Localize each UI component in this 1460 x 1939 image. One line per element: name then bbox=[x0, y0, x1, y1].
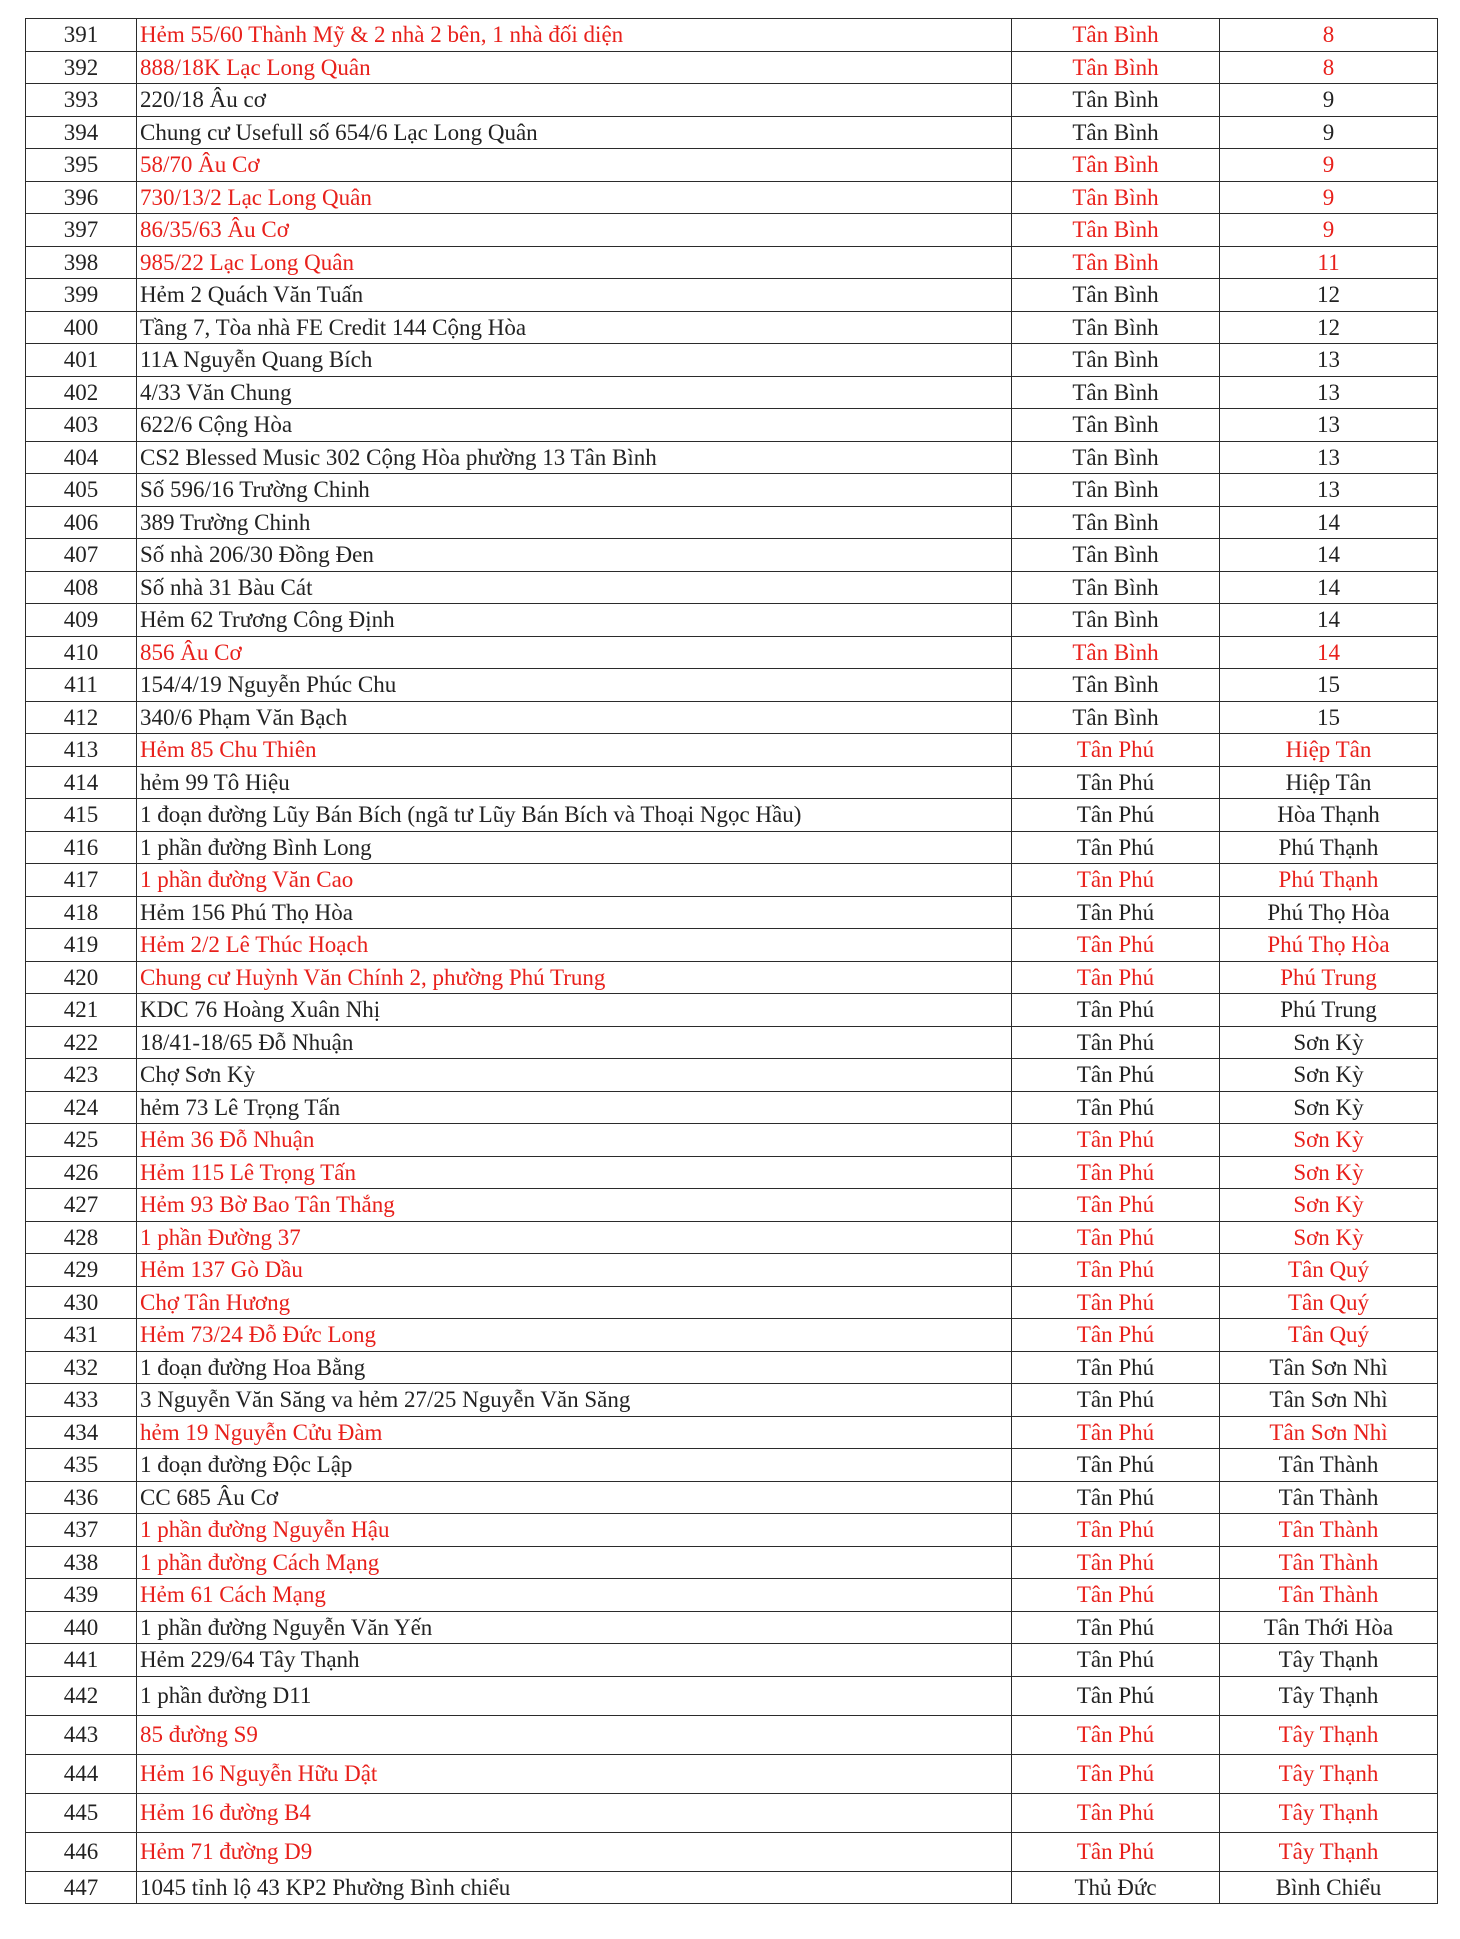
row-number-cell: 401 bbox=[26, 344, 137, 377]
district-cell: Tân Bình bbox=[1012, 214, 1220, 247]
table-row bbox=[26, 1416, 1438, 1449]
ward-cell: Sơn Kỳ bbox=[1220, 1059, 1438, 1092]
table-row bbox=[26, 831, 1438, 864]
row-number-cell: 402 bbox=[26, 376, 137, 409]
row-number-cell: 398 bbox=[26, 246, 137, 279]
address-cell: Hẻm 71 đường D9 bbox=[137, 1832, 1012, 1871]
address-cell: 1 đoạn đường Lũy Bán Bích (ngã tư Lũy Bán Bích và Thoại Ngọc Hầu) bbox=[137, 799, 1012, 832]
district-cell: Tân Bình bbox=[1012, 474, 1220, 507]
table-row bbox=[26, 1091, 1438, 1124]
address-cell: 985/22 Lạc Long Quân bbox=[137, 246, 1012, 279]
district-cell: Tân Phú bbox=[1012, 1579, 1220, 1612]
address-cell: 4/33 Văn Chung bbox=[137, 376, 1012, 409]
district-cell: Tân Phú bbox=[1012, 1286, 1220, 1319]
address-cell: 58/70 Âu Cơ bbox=[137, 149, 1012, 182]
district-cell: Tân Phú bbox=[1012, 1793, 1220, 1832]
row-number-cell: 408 bbox=[26, 571, 137, 604]
table-row bbox=[26, 766, 1438, 799]
table-row bbox=[26, 1579, 1438, 1612]
table-row bbox=[26, 1611, 1438, 1644]
ward-cell: Phú Thọ Hòa bbox=[1220, 896, 1438, 929]
ward-cell: 8 bbox=[1220, 51, 1438, 84]
address-cell: 888/18K Lạc Long Quân bbox=[137, 51, 1012, 84]
ward-cell: Phú Thạnh bbox=[1220, 831, 1438, 864]
district-cell: Tân Phú bbox=[1012, 831, 1220, 864]
district-cell: Tân Bình bbox=[1012, 246, 1220, 279]
row-number-cell: 447 bbox=[26, 1871, 137, 1904]
ward-cell: Tây Thạnh bbox=[1220, 1715, 1438, 1754]
address-cell: Hẻm 55/60 Thành Mỹ & 2 nhà 2 bên, 1 nhà đối diện bbox=[137, 19, 1012, 52]
district-cell: Tân Bình bbox=[1012, 539, 1220, 572]
table-row bbox=[26, 1351, 1438, 1384]
district-cell: Tân Phú bbox=[1012, 1091, 1220, 1124]
table-row bbox=[26, 896, 1438, 929]
table-row bbox=[26, 734, 1438, 767]
row-number-cell: 443 bbox=[26, 1715, 137, 1754]
ward-cell: Tây Thạnh bbox=[1220, 1793, 1438, 1832]
district-cell: Tân Phú bbox=[1012, 896, 1220, 929]
table-row bbox=[26, 1254, 1438, 1287]
address-cell: Số nhà 31 Bàu Cát bbox=[137, 571, 1012, 604]
row-number-cell: 442 bbox=[26, 1676, 137, 1715]
table-row bbox=[26, 376, 1438, 409]
address-cell: 340/6 Phạm Văn Bạch bbox=[137, 701, 1012, 734]
ward-cell: Hiệp Tân bbox=[1220, 766, 1438, 799]
district-cell: Tân Phú bbox=[1012, 1026, 1220, 1059]
table-row bbox=[26, 311, 1438, 344]
district-cell: Tân Bình bbox=[1012, 409, 1220, 442]
ward-cell: Sơn Kỳ bbox=[1220, 1124, 1438, 1157]
row-number-cell: 441 bbox=[26, 1644, 137, 1677]
district-cell: Tân Bình bbox=[1012, 84, 1220, 117]
address-cell: 1 phần đường Nguyễn Văn Yến bbox=[137, 1611, 1012, 1644]
address-cell: hẻm 73 Lê Trọng Tấn bbox=[137, 1091, 1012, 1124]
address-cell: 622/6 Cộng Hòa bbox=[137, 409, 1012, 442]
ward-cell: Phú Trung bbox=[1220, 994, 1438, 1027]
address-cell: Hẻm 229/64 Tây Thạnh bbox=[137, 1644, 1012, 1677]
row-number-cell: 423 bbox=[26, 1059, 137, 1092]
row-number-cell: 411 bbox=[26, 669, 137, 702]
row-number-cell: 427 bbox=[26, 1189, 137, 1222]
table-row bbox=[26, 636, 1438, 669]
table-row bbox=[26, 214, 1438, 247]
ward-cell: Tây Thạnh bbox=[1220, 1754, 1438, 1793]
row-number-cell: 409 bbox=[26, 604, 137, 637]
table-row bbox=[26, 1514, 1438, 1547]
table-row bbox=[26, 51, 1438, 84]
table-row bbox=[26, 604, 1438, 637]
table-row bbox=[26, 279, 1438, 312]
district-cell: Tân Bình bbox=[1012, 506, 1220, 539]
district-cell: Tân Bình bbox=[1012, 344, 1220, 377]
district-cell: Tân Phú bbox=[1012, 1481, 1220, 1514]
row-number-cell: 404 bbox=[26, 441, 137, 474]
table-row bbox=[26, 539, 1438, 572]
ward-cell: 8 bbox=[1220, 19, 1438, 52]
row-number-cell: 428 bbox=[26, 1221, 137, 1254]
row-number-cell: 431 bbox=[26, 1319, 137, 1352]
address-cell: Chợ Tân Hương bbox=[137, 1286, 1012, 1319]
table-row bbox=[26, 929, 1438, 962]
district-cell: Tân Phú bbox=[1012, 994, 1220, 1027]
table-row bbox=[26, 149, 1438, 182]
address-cell: 1 phần đường Văn Cao bbox=[137, 864, 1012, 897]
ward-cell: Tân Quý bbox=[1220, 1254, 1438, 1287]
ward-cell: Tân Sơn Nhì bbox=[1220, 1351, 1438, 1384]
table-row bbox=[26, 1871, 1438, 1904]
ward-cell: Tây Thạnh bbox=[1220, 1832, 1438, 1871]
row-number-cell: 414 bbox=[26, 766, 137, 799]
district-cell: Tân Phú bbox=[1012, 1676, 1220, 1715]
row-number-cell: 433 bbox=[26, 1384, 137, 1417]
address-cell: Chợ Sơn Kỳ bbox=[137, 1059, 1012, 1092]
row-number-cell: 400 bbox=[26, 311, 137, 344]
table-row bbox=[26, 701, 1438, 734]
row-number-cell: 440 bbox=[26, 1611, 137, 1644]
address-cell: Hẻm 93 Bờ Bao Tân Thắng bbox=[137, 1189, 1012, 1222]
table-row bbox=[26, 1189, 1438, 1222]
district-cell: Tân Phú bbox=[1012, 1189, 1220, 1222]
row-number-cell: 396 bbox=[26, 181, 137, 214]
address-cell: 1045 tỉnh lộ 43 KP2 Phường Bình chiểu bbox=[137, 1871, 1012, 1904]
address-cell: KDC 76 Hoàng Xuân Nhị bbox=[137, 994, 1012, 1027]
address-cell: Hẻm 137 Gò Dầu bbox=[137, 1254, 1012, 1287]
address-cell: 18/41-18/65 Đỗ Nhuận bbox=[137, 1026, 1012, 1059]
row-number-cell: 407 bbox=[26, 539, 137, 572]
district-cell: Tân Phú bbox=[1012, 1384, 1220, 1417]
ward-cell: 11 bbox=[1220, 246, 1438, 279]
table-row bbox=[26, 409, 1438, 442]
row-number-cell: 420 bbox=[26, 961, 137, 994]
district-cell: Tân Phú bbox=[1012, 864, 1220, 897]
row-number-cell: 446 bbox=[26, 1832, 137, 1871]
district-cell: Tân Bình bbox=[1012, 441, 1220, 474]
row-number-cell: 432 bbox=[26, 1351, 137, 1384]
row-number-cell: 426 bbox=[26, 1156, 137, 1189]
district-cell: Tân Phú bbox=[1012, 1221, 1220, 1254]
ward-cell: Sơn Kỳ bbox=[1220, 1221, 1438, 1254]
ward-cell: 12 bbox=[1220, 311, 1438, 344]
ward-cell: 13 bbox=[1220, 441, 1438, 474]
table-row bbox=[26, 669, 1438, 702]
district-cell: Tân Bình bbox=[1012, 571, 1220, 604]
row-number-cell: 405 bbox=[26, 474, 137, 507]
row-number-cell: 391 bbox=[26, 19, 137, 52]
table-row bbox=[26, 1124, 1438, 1157]
address-cell: 1 phần đường Nguyễn Hậu bbox=[137, 1514, 1012, 1547]
address-cell: 1 phần Đường 37 bbox=[137, 1221, 1012, 1254]
district-cell: Tân Bình bbox=[1012, 604, 1220, 637]
ward-cell: Hiệp Tân bbox=[1220, 734, 1438, 767]
district-cell: Tân Bình bbox=[1012, 181, 1220, 214]
ward-cell: Phú Thạnh bbox=[1220, 864, 1438, 897]
row-number-cell: 425 bbox=[26, 1124, 137, 1157]
district-cell: Tân Bình bbox=[1012, 701, 1220, 734]
ward-cell: Tân Thành bbox=[1220, 1449, 1438, 1482]
table-row bbox=[26, 1481, 1438, 1514]
table-row bbox=[26, 571, 1438, 604]
address-cell: Hẻm 61 Cách Mạng bbox=[137, 1579, 1012, 1612]
ward-cell: 9 bbox=[1220, 214, 1438, 247]
row-number-cell: 397 bbox=[26, 214, 137, 247]
address-cell: 1 đoạn đường Hoa Bằng bbox=[137, 1351, 1012, 1384]
table-row bbox=[26, 1059, 1438, 1092]
row-number-cell: 445 bbox=[26, 1793, 137, 1832]
district-cell: Tân Bình bbox=[1012, 51, 1220, 84]
address-cell: Hẻm 16 đường B4 bbox=[137, 1793, 1012, 1832]
table-row bbox=[26, 1156, 1438, 1189]
ward-cell: Tân Thành bbox=[1220, 1514, 1438, 1547]
ward-cell: Tây Thạnh bbox=[1220, 1676, 1438, 1715]
row-number-cell: 406 bbox=[26, 506, 137, 539]
table-row bbox=[26, 799, 1438, 832]
ward-cell: 14 bbox=[1220, 571, 1438, 604]
row-number-cell: 395 bbox=[26, 149, 137, 182]
address-cell: 1 phần đường D11 bbox=[137, 1676, 1012, 1715]
ward-cell: Tân Quý bbox=[1220, 1286, 1438, 1319]
row-number-cell: 421 bbox=[26, 994, 137, 1027]
ward-cell: 14 bbox=[1220, 636, 1438, 669]
ward-cell: 13 bbox=[1220, 344, 1438, 377]
ward-cell: 14 bbox=[1220, 506, 1438, 539]
row-number-cell: 403 bbox=[26, 409, 137, 442]
address-cell: Hẻm 73/24 Đỗ Đức Long bbox=[137, 1319, 1012, 1352]
address-cell: Chung cư Huỳnh Văn Chính 2, phường Phú Trung bbox=[137, 961, 1012, 994]
row-number-cell: 430 bbox=[26, 1286, 137, 1319]
row-number-cell: 393 bbox=[26, 84, 137, 117]
table-row bbox=[26, 1715, 1438, 1754]
district-cell: Tân Phú bbox=[1012, 799, 1220, 832]
district-cell: Tân Phú bbox=[1012, 929, 1220, 962]
table-row bbox=[26, 506, 1438, 539]
row-number-cell: 437 bbox=[26, 1514, 137, 1547]
ward-cell: 13 bbox=[1220, 474, 1438, 507]
address-cell: 1 phần đường Cách Mạng bbox=[137, 1546, 1012, 1579]
ward-cell: 13 bbox=[1220, 409, 1438, 442]
table-row bbox=[26, 1449, 1438, 1482]
row-number-cell: 413 bbox=[26, 734, 137, 767]
district-cell: Tân Bình bbox=[1012, 19, 1220, 52]
ward-cell: Tây Thạnh bbox=[1220, 1644, 1438, 1677]
district-cell: Tân Bình bbox=[1012, 149, 1220, 182]
district-cell: Tân Phú bbox=[1012, 1754, 1220, 1793]
ward-cell: 9 bbox=[1220, 116, 1438, 149]
table-row bbox=[26, 1026, 1438, 1059]
table-row bbox=[26, 1221, 1438, 1254]
ward-cell: Tân Thới Hòa bbox=[1220, 1611, 1438, 1644]
table-row bbox=[26, 1832, 1438, 1871]
row-number-cell: 436 bbox=[26, 1481, 137, 1514]
district-cell: Tân Phú bbox=[1012, 766, 1220, 799]
district-cell: Tân Bình bbox=[1012, 376, 1220, 409]
ward-cell: Sơn Kỳ bbox=[1220, 1189, 1438, 1222]
table-row bbox=[26, 1546, 1438, 1579]
ward-cell: Sơn Kỳ bbox=[1220, 1026, 1438, 1059]
ward-cell: Sơn Kỳ bbox=[1220, 1091, 1438, 1124]
address-cell: Hẻm 62 Trương Công Định bbox=[137, 604, 1012, 637]
ward-cell: Sơn Kỳ bbox=[1220, 1156, 1438, 1189]
ward-cell: 14 bbox=[1220, 539, 1438, 572]
district-cell: Tân Phú bbox=[1012, 1254, 1220, 1287]
ward-cell: 9 bbox=[1220, 149, 1438, 182]
table-row bbox=[26, 1676, 1438, 1715]
ward-cell: Tân Quý bbox=[1220, 1319, 1438, 1352]
district-cell: Tân Phú bbox=[1012, 1351, 1220, 1384]
table-row bbox=[26, 441, 1438, 474]
ward-cell: 9 bbox=[1220, 84, 1438, 117]
ward-cell: 9 bbox=[1220, 181, 1438, 214]
table-row bbox=[26, 1286, 1438, 1319]
district-cell: Tân Bình bbox=[1012, 279, 1220, 312]
row-number-cell: 418 bbox=[26, 896, 137, 929]
table-row bbox=[26, 84, 1438, 117]
district-cell: Tân Bình bbox=[1012, 311, 1220, 344]
row-number-cell: 419 bbox=[26, 929, 137, 962]
address-cell: 1 đoạn đường Độc Lập bbox=[137, 1449, 1012, 1482]
row-number-cell: 392 bbox=[26, 51, 137, 84]
row-number-cell: 410 bbox=[26, 636, 137, 669]
table-row bbox=[26, 961, 1438, 994]
ward-cell: 12 bbox=[1220, 279, 1438, 312]
address-cell: 85 đường S9 bbox=[137, 1715, 1012, 1754]
district-cell: Tân Phú bbox=[1012, 1319, 1220, 1352]
ward-cell: Phú Trung bbox=[1220, 961, 1438, 994]
table-row bbox=[26, 181, 1438, 214]
address-cell: 1 phần đường Bình Long bbox=[137, 831, 1012, 864]
row-number-cell: 422 bbox=[26, 1026, 137, 1059]
table-row bbox=[26, 474, 1438, 507]
table-row bbox=[26, 1754, 1438, 1793]
district-cell: Thủ Đức bbox=[1012, 1871, 1220, 1904]
ward-cell: Tân Sơn Nhì bbox=[1220, 1384, 1438, 1417]
district-cell: Tân Phú bbox=[1012, 1644, 1220, 1677]
address-cell: Chung cư Usefull số 654/6 Lạc Long Quân bbox=[137, 116, 1012, 149]
address-cell: Hẻm 156 Phú Thọ Hòa bbox=[137, 896, 1012, 929]
row-number-cell: 416 bbox=[26, 831, 137, 864]
district-cell: Tân Phú bbox=[1012, 961, 1220, 994]
address-cell: 11A Nguyễn Quang Bích bbox=[137, 344, 1012, 377]
address-cell: Hẻm 36 Đỗ Nhuận bbox=[137, 1124, 1012, 1157]
address-cell: Hẻm 115 Lê Trọng Tấn bbox=[137, 1156, 1012, 1189]
row-number-cell: 444 bbox=[26, 1754, 137, 1793]
ward-cell: Tân Thành bbox=[1220, 1579, 1438, 1612]
address-cell: Hẻm 2/2 Lê Thúc Hoạch bbox=[137, 929, 1012, 962]
district-cell: Tân Phú bbox=[1012, 1832, 1220, 1871]
table-row bbox=[26, 1644, 1438, 1677]
row-number-cell: 438 bbox=[26, 1546, 137, 1579]
ward-cell: 15 bbox=[1220, 701, 1438, 734]
district-cell: Tân Bình bbox=[1012, 636, 1220, 669]
district-cell: Tân Phú bbox=[1012, 1449, 1220, 1482]
district-cell: Tân Phú bbox=[1012, 1611, 1220, 1644]
ward-cell: 14 bbox=[1220, 604, 1438, 637]
ward-cell: Phú Thọ Hòa bbox=[1220, 929, 1438, 962]
table-row bbox=[26, 864, 1438, 897]
row-number-cell: 424 bbox=[26, 1091, 137, 1124]
address-cell: 86/35/63 Âu Cơ bbox=[137, 214, 1012, 247]
address-cell: Số 596/16 Trường Chinh bbox=[137, 474, 1012, 507]
ward-cell: Tân Thành bbox=[1220, 1546, 1438, 1579]
row-number-cell: 435 bbox=[26, 1449, 137, 1482]
ward-cell: Bình Chiểu bbox=[1220, 1871, 1438, 1904]
ward-cell: Tân Thành bbox=[1220, 1481, 1438, 1514]
district-cell: Tân Bình bbox=[1012, 669, 1220, 702]
address-cell: hẻm 19 Nguyễn Cửu Đàm bbox=[137, 1416, 1012, 1449]
address-table bbox=[25, 18, 1438, 1904]
address-cell: 154/4/19 Nguyễn Phúc Chu bbox=[137, 669, 1012, 702]
table-row bbox=[26, 116, 1438, 149]
table-row bbox=[26, 246, 1438, 279]
address-cell: Hẻm 85 Chu Thiên bbox=[137, 734, 1012, 767]
district-cell: Tân Phú bbox=[1012, 1059, 1220, 1092]
address-cell: Hẻm 16 Nguyễn Hữu Dật bbox=[137, 1754, 1012, 1793]
district-cell: Tân Phú bbox=[1012, 1715, 1220, 1754]
ward-cell: 15 bbox=[1220, 669, 1438, 702]
district-cell: Tân Phú bbox=[1012, 1546, 1220, 1579]
district-cell: Tân Phú bbox=[1012, 1124, 1220, 1157]
address-cell: Tầng 7, Tòa nhà FE Credit 144 Cộng Hòa bbox=[137, 311, 1012, 344]
table-row bbox=[26, 19, 1438, 52]
address-cell: 3 Nguyễn Văn Săng va hẻm 27/25 Nguyễn Văn Săng bbox=[137, 1384, 1012, 1417]
address-cell: Hẻm 2 Quách Văn Tuấn bbox=[137, 279, 1012, 312]
address-cell: CS2 Blessed Music 302 Cộng Hòa phường 13 Tân Bình bbox=[137, 441, 1012, 474]
row-number-cell: 417 bbox=[26, 864, 137, 897]
address-cell: CC 685 Âu Cơ bbox=[137, 1481, 1012, 1514]
address-cell: Số nhà 206/30 Đồng Đen bbox=[137, 539, 1012, 572]
ward-cell: Tân Sơn Nhì bbox=[1220, 1416, 1438, 1449]
table-row bbox=[26, 1319, 1438, 1352]
row-number-cell: 412 bbox=[26, 701, 137, 734]
district-cell: Tân Phú bbox=[1012, 734, 1220, 767]
address-table-body bbox=[26, 19, 1438, 1904]
district-cell: Tân Phú bbox=[1012, 1156, 1220, 1189]
district-cell: Tân Phú bbox=[1012, 1416, 1220, 1449]
row-number-cell: 439 bbox=[26, 1579, 137, 1612]
row-number-cell: 399 bbox=[26, 279, 137, 312]
ward-cell: Hòa Thạnh bbox=[1220, 799, 1438, 832]
address-cell: 389 Trường Chinh bbox=[137, 506, 1012, 539]
table-row bbox=[26, 1793, 1438, 1832]
table-row bbox=[26, 1384, 1438, 1417]
table-row bbox=[26, 344, 1438, 377]
address-cell: 856 Âu Cơ bbox=[137, 636, 1012, 669]
address-cell: hẻm 99 Tô Hiệu bbox=[137, 766, 1012, 799]
row-number-cell: 429 bbox=[26, 1254, 137, 1287]
row-number-cell: 394 bbox=[26, 116, 137, 149]
address-cell: 220/18 Âu cơ bbox=[137, 84, 1012, 117]
row-number-cell: 434 bbox=[26, 1416, 137, 1449]
row-number-cell: 415 bbox=[26, 799, 137, 832]
address-cell: 730/13/2 Lạc Long Quân bbox=[137, 181, 1012, 214]
table-row bbox=[26, 994, 1438, 1027]
ward-cell: 13 bbox=[1220, 376, 1438, 409]
district-cell: Tân Phú bbox=[1012, 1514, 1220, 1547]
district-cell: Tân Bình bbox=[1012, 116, 1220, 149]
